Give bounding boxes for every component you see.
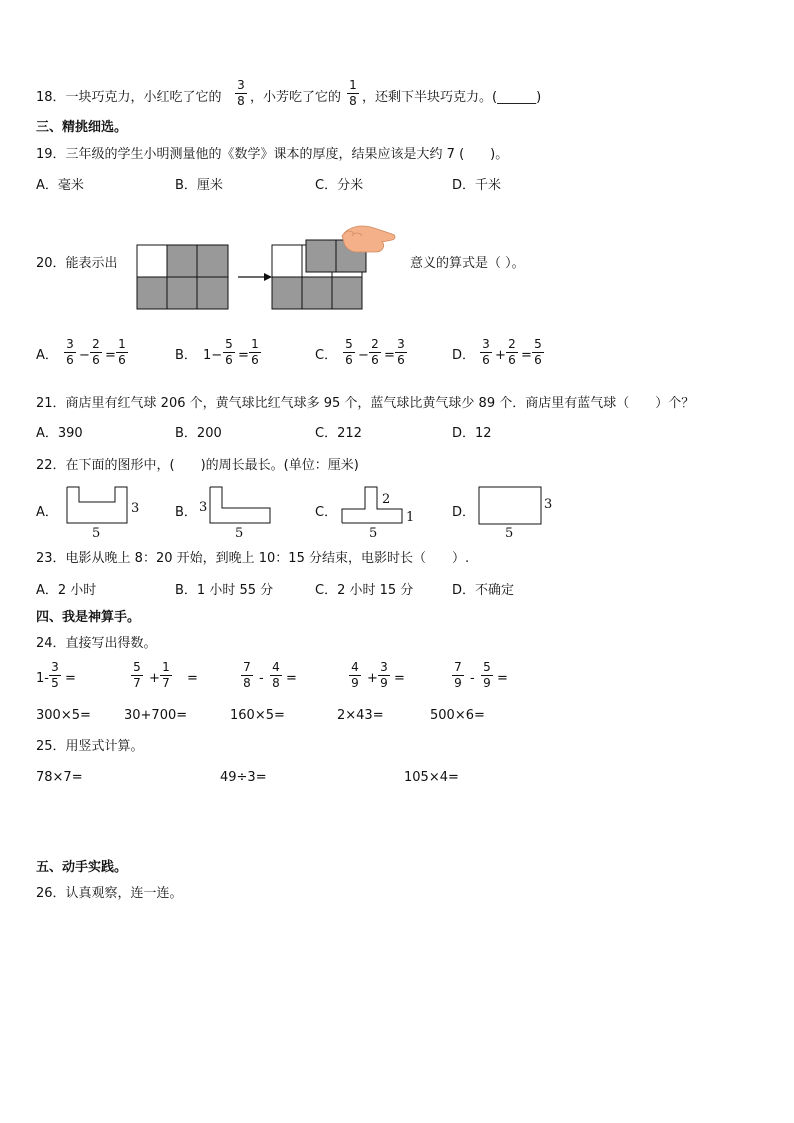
section-3-title: 三、精挑细选。 [36, 120, 128, 135]
hand-icon [342, 226, 395, 252]
fraction-denominator: 6 [118, 353, 126, 367]
q24-item-3-fraction-2 [270, 661, 282, 690]
q19-option-b[interactable]: B．厘米 [175, 178, 223, 193]
q20-option-c-fraction [369, 338, 381, 367]
q24-item-4-equals: = [394, 671, 405, 686]
q22-a-height: 3 [131, 501, 140, 516]
q24-item-9: 2×43= [337, 708, 384, 723]
q21-option-b[interactable]: B．200 [175, 426, 222, 441]
fraction-denominator: 6 [482, 353, 490, 367]
q20-option-a[interactable]: A． [36, 348, 58, 363]
q21-option-d[interactable]: D．12 [452, 426, 492, 441]
fraction-denominator: 9 [380, 676, 388, 690]
q22-a-width: 5 [92, 526, 101, 541]
q19-option-d[interactable]: D．千米 [452, 178, 502, 193]
q20-option-c-operator: = [384, 348, 395, 363]
q18-answer-blank[interactable]: ______ [497, 90, 537, 105]
q20-option-a-operator: = [105, 348, 116, 363]
fraction-numerator: 3 [395, 338, 407, 353]
q22-shape-d [478, 486, 548, 526]
q25-item-3: 105×4= [404, 770, 459, 785]
fraction-numerator: 3 [64, 338, 76, 353]
q20-option-b-operator: = [238, 348, 249, 363]
q24-item-4-fraction-2 [378, 661, 390, 690]
fraction-numerator: 2 [506, 338, 518, 353]
q22-option-c[interactable]: C． [315, 505, 338, 520]
fraction-numerator: 5 [481, 661, 493, 676]
q24-item-5-fraction-2 [481, 661, 493, 690]
q20-option-c-fraction [395, 338, 407, 367]
fraction-numerator: 5 [532, 338, 544, 353]
fraction-denominator: 9 [454, 676, 462, 690]
q23-option-b[interactable]: B．1 小时 55 分 [175, 583, 274, 598]
q24-item-5-operator: - [470, 671, 475, 686]
q20-option-b-lead: 1− [203, 348, 223, 363]
q20-text-pre: 20．能表示出 [36, 256, 118, 271]
fraction-denominator: 8 [272, 676, 280, 690]
q18-post: ，还剩下半块巧克力。( [362, 90, 498, 105]
q24-item-1-equals: = [65, 671, 76, 686]
q24-item-10: 500×6= [430, 708, 485, 723]
q18-fraction-1 [235, 79, 247, 108]
q20-option-d-operator: + [495, 348, 506, 363]
fraction-numerator: 3 [235, 79, 247, 94]
q24-item-2-equals: = [187, 671, 198, 686]
q22-b-width: 5 [235, 526, 244, 541]
fraction-denominator: 5 [51, 676, 59, 690]
fraction-numerator: 7 [241, 661, 253, 676]
q22-d-width: 5 [505, 526, 514, 541]
fraction-numerator: 1 [160, 661, 172, 676]
fraction-denominator: 7 [162, 676, 170, 690]
q24-item-5-equals: = [497, 671, 508, 686]
fraction-denominator: 6 [66, 353, 74, 367]
fraction-numerator: 4 [349, 661, 361, 676]
fraction-numerator: 1 [249, 338, 261, 353]
q18-fraction-2 [347, 79, 359, 108]
fraction-numerator: 1 [116, 338, 128, 353]
q20-option-d-fraction [506, 338, 518, 367]
q24-item-6: 300×5= [36, 708, 91, 723]
q23-option-d[interactable]: D．不确定 [452, 583, 515, 598]
q19-option-a[interactable]: A．毫米 [36, 178, 84, 193]
q23-option-a[interactable]: A．2 小时 [36, 583, 97, 598]
fraction-denominator: 6 [397, 353, 405, 367]
fraction-denominator: 6 [345, 353, 353, 367]
q22-b-height: 3 [199, 500, 208, 515]
fraction-denominator: 9 [351, 676, 359, 690]
q20-option-a-fraction [64, 338, 76, 367]
q18-text-mid: ，小芳吃了它的 [250, 90, 342, 105]
q25-item-1: 78×7= [36, 770, 83, 785]
q24-item-2-fraction-1 [131, 661, 143, 690]
q21-text: 21．商店里有红气球 206 个，黄气球比红气球多 95 个，蓝气球比黄气球少 89 个．商店里有蓝气球（ ）个？ [36, 396, 695, 411]
fraction-denominator: 6 [251, 353, 259, 367]
q24-item-8: 160×5= [230, 708, 285, 723]
fraction-numerator: 5 [343, 338, 355, 353]
q24-item-1-fraction-1 [49, 661, 61, 690]
q25-item-2: 49÷3= [220, 770, 267, 785]
fraction-denominator: 9 [483, 676, 491, 690]
q20-option-a-fraction [116, 338, 128, 367]
q21-option-c[interactable]: C．212 [315, 426, 362, 441]
q20-figure [130, 222, 410, 317]
q21-option-a[interactable]: A．390 [36, 426, 83, 441]
fraction-denominator: 6 [534, 353, 542, 367]
q24-item-2-operator: + [149, 671, 160, 686]
q20-text-post: 意义的算式是（ ）。 [410, 256, 525, 271]
fraction-denominator: 8 [237, 94, 245, 108]
q18-text-post [362, 89, 541, 107]
q22-c-width: 5 [369, 526, 378, 541]
q26-text: 26．认真观察，连一连。 [36, 886, 183, 901]
fraction-numerator: 1 [347, 79, 359, 94]
q20-option-a-fraction [90, 338, 102, 367]
q22-c-height-side: 1 [406, 510, 415, 525]
q24-item-4-fraction-1 [349, 661, 361, 690]
fraction-numerator: 5 [223, 338, 235, 353]
q23-option-c[interactable]: C．2 小时 15 分 [315, 583, 414, 598]
q24-item-4-operator: + [367, 671, 378, 686]
q24-item-1-lead: 1- [36, 671, 49, 686]
q22-option-b[interactable]: B． [175, 505, 197, 520]
fraction-numerator: 7 [452, 661, 464, 676]
q20-option-d-operator: = [521, 348, 532, 363]
q22-d-height: 3 [544, 497, 553, 512]
q24-item-3-equals: = [286, 671, 297, 686]
fraction-numerator: 3 [49, 661, 61, 676]
arrow-right-icon [238, 273, 272, 281]
fraction-numerator: 2 [369, 338, 381, 353]
fraction-denominator: 6 [508, 353, 516, 367]
q24-item-3-operator: - [259, 671, 264, 686]
fraction-denominator: 8 [243, 676, 251, 690]
q19-text: 19．三年级的学生小明测量他的《数学》课本的厚度，结果应该是大约 7 ( )。 [36, 147, 509, 162]
fraction-numerator: 3 [480, 338, 492, 353]
q20-option-b[interactable]: B． [175, 348, 197, 363]
section-4-title: 四、我是神算手。 [36, 610, 141, 625]
q22-option-d[interactable]: D． [452, 505, 476, 520]
q20-option-c[interactable]: C． [315, 348, 338, 363]
q19-option-c[interactable]: C．分米 [315, 178, 364, 193]
q22-shape-b [209, 486, 279, 526]
q20-option-b-fraction [223, 338, 235, 367]
fraction-numerator: 3 [378, 661, 390, 676]
q24-item-7: 30+700= [124, 708, 188, 723]
q24-item-5-fraction-1 [452, 661, 464, 690]
q18-text-pre: 18．一块巧克力，小红吃了它的 [36, 90, 222, 105]
q18-close: ) [536, 90, 542, 105]
fraction-denominator: 8 [349, 94, 357, 108]
q20-option-c-fraction [343, 338, 355, 367]
fraction-numerator: 5 [131, 661, 143, 676]
q22-shape-c [341, 486, 411, 526]
fraction-numerator: 2 [90, 338, 102, 353]
q20-option-d[interactable]: D． [452, 348, 476, 363]
q22-c-height-top: 2 [382, 492, 391, 507]
fraction-numerator: 4 [270, 661, 282, 676]
fraction-denominator: 6 [371, 353, 379, 367]
section-5-title: 五、动手实践。 [36, 860, 128, 875]
q24-text: 24．直接写出得数。 [36, 636, 157, 651]
fraction-denominator: 7 [133, 676, 141, 690]
fraction-grid-left [137, 245, 228, 309]
fraction-denominator: 6 [92, 353, 100, 367]
q24-item-2-fraction-2 [160, 661, 172, 690]
q18-line [36, 89, 222, 107]
q20-option-b-fraction [249, 338, 261, 367]
q22-text: 22．在下面的图形中，( )的周长最长。(单位：厘米) [36, 458, 359, 473]
q22-option-a[interactable]: A． [36, 505, 58, 520]
q20-option-c-operator: − [358, 348, 369, 363]
q25-text: 25．用竖式计算。 [36, 739, 144, 754]
q23-text: 23．电影从晚上 8：20 开始，到晚上 10：15 分结束，电影时长（ ）. [36, 551, 470, 566]
q20-option-d-fraction [480, 338, 492, 367]
q20-option-d-fraction [532, 338, 544, 367]
fraction-denominator: 6 [225, 353, 233, 367]
q20-option-a-operator: − [79, 348, 90, 363]
q24-item-3-fraction-1 [241, 661, 253, 690]
